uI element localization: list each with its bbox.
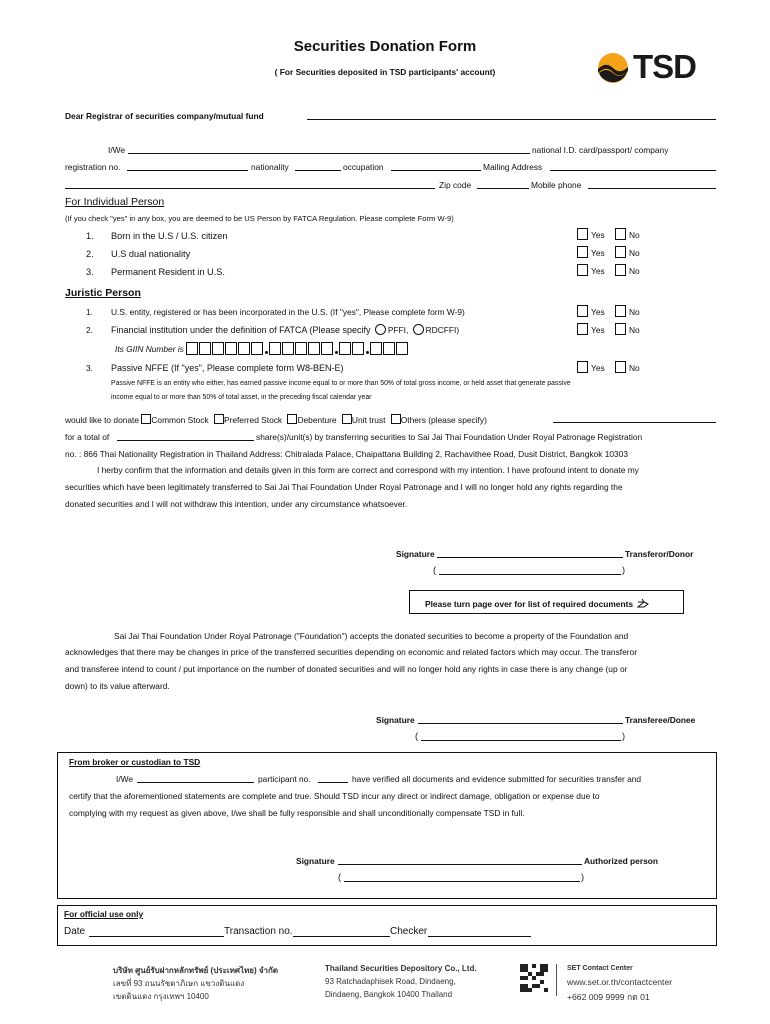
broker-line-3: complying with my request as given above, I/we shall be fully responsible and shall unconditionally compensate TSD in full. [69, 808, 525, 818]
giin-box[interactable] [295, 342, 307, 355]
logo-text: TSD [633, 48, 696, 85]
others-specify-field[interactable] [553, 413, 716, 423]
giin-box[interactable] [186, 342, 198, 355]
transferee-role: Transferee/Donee [625, 715, 696, 725]
juristic-item-1-num: 1. [86, 307, 93, 317]
registrar-name-field[interactable] [307, 110, 716, 120]
giin-box[interactable] [238, 342, 250, 355]
zip-code-label: Zip code [439, 180, 472, 190]
tsd-logo [596, 50, 708, 86]
juristic-item-1-text: U.S. entity, registered or has been incorporated in the U.S. (If "yes", Please complete form W-9) [111, 307, 465, 317]
individual-item-3-text: Permanent Resident in U.S. [111, 267, 225, 277]
broker-name-field-2[interactable] [344, 872, 580, 882]
form-subtitle: ( For Securities deposited in TSD participants' account) [274, 67, 496, 77]
yes-no-row: Yes No [577, 305, 640, 317]
juristic-item-3-num: 3. [86, 363, 93, 373]
transferor-name-open: ( [433, 565, 437, 575]
yes-checkbox[interactable] [577, 361, 588, 373]
giin-box[interactable] [282, 342, 294, 355]
transferor-name-field[interactable] [439, 565, 621, 575]
zip-code-field[interactable] [477, 179, 529, 189]
national-id-label: national I.D. card/passport/ company [532, 145, 669, 155]
mobile-phone-label: Mobile phone [531, 180, 582, 190]
giin-box[interactable] [321, 342, 333, 355]
giin-box[interactable] [212, 342, 224, 355]
transferor-name-close: ) [622, 565, 626, 575]
broker-heading: From broker or custodian to TSD [69, 757, 201, 767]
rdcffi-radio[interactable] [413, 324, 424, 335]
juristic-item-2-num: 2. [86, 325, 93, 335]
no-checkbox[interactable] [615, 246, 626, 258]
pffi-radio[interactable] [375, 324, 386, 335]
others-checkbox[interactable] [391, 414, 401, 424]
yes-checkbox[interactable] [577, 323, 588, 335]
checker-field[interactable] [428, 926, 531, 937]
registration-no-field[interactable] [127, 161, 248, 171]
transferor-signature-field[interactable] [437, 548, 623, 558]
giin-box[interactable] [269, 342, 281, 355]
turn-page-text: Please turn page over for list of required documents [425, 598, 649, 609]
registration-no-label: registration no. [65, 162, 121, 172]
giin-box[interactable] [308, 342, 320, 355]
footer-en-address-2: Dindaeng, Bangkok 10400 Thailand [325, 990, 453, 999]
transferee-signature-field[interactable] [418, 714, 623, 724]
giin-box[interactable] [225, 342, 237, 355]
giin-box[interactable] [352, 342, 364, 355]
individual-item-1: 1. [86, 231, 94, 241]
giin-box[interactable] [199, 342, 211, 355]
no-checkbox[interactable] [615, 361, 626, 373]
no-checkbox[interactable] [615, 305, 626, 317]
footer-thai-address-1: เลขที่ 93 ถนนรัชดาภิเษก แขวงดินแดง [113, 979, 245, 988]
address-field-2[interactable] [65, 179, 435, 189]
broker-signature-field[interactable] [338, 855, 582, 865]
qr-code-icon [520, 964, 548, 992]
broker-signature-label: Signature [296, 856, 335, 866]
footer-thai-company: บริษัท ศูนย์รับฝากหลักทรัพย์ (ประเทศไทย) จำกัด [113, 966, 279, 975]
official-date-field[interactable] [89, 926, 224, 937]
total-of-label: for a total of [65, 432, 110, 442]
broker-iwe-label: I/We [116, 774, 134, 784]
mobile-phone-field[interactable] [588, 179, 716, 189]
nffe-note-2: income equal to or more than 50% of total asset, in the preceding fiscal calendar year [111, 394, 372, 401]
transferee-name-field[interactable] [421, 731, 621, 741]
individual-item-1-text: Born in the U.S / U.S. citizen [111, 231, 228, 241]
yes-checkbox[interactable] [577, 246, 588, 258]
juristic-item-2-text: Financial institution under the definition of FATCA (Please specify PFFI, RDCFFI) [111, 325, 460, 335]
yes-checkbox[interactable] [577, 305, 588, 317]
individual-item-3: 3. [86, 267, 94, 277]
registration-line: no. : 866 Thai Nationality Registration in Thailand Address: Chitralada Palace, Chaipattana Building 2, Rachavithee Road, Dusit District, Bangkok 10303 [65, 449, 629, 459]
yes-no-row: Yes No [577, 361, 640, 373]
juristic-heading: Juristic Person [65, 287, 141, 299]
yes-no-row: Yes No [577, 228, 640, 240]
pointing-hand-icon [637, 598, 649, 609]
occupation-label: occupation [343, 162, 384, 172]
total-shares-field[interactable] [117, 431, 254, 441]
donate-row: would like to donate Common Stock Preferred Stock Debenture Unit trust Others (please specify) [65, 415, 487, 425]
participant-no-field[interactable] [318, 773, 348, 783]
nationality-field[interactable] [295, 161, 341, 171]
foundation-line-2: acknowledges that there may be changes in price of the transferred securities depending on economic and related factors which may occur. The transferor [65, 647, 637, 657]
footer-thai-address-2: เขตดินแดง กรุงเทพฯ 10400 [113, 992, 209, 1001]
giin-box[interactable] [370, 342, 382, 355]
individual-item-2: 2. [86, 249, 94, 259]
transferor-signature-label: Signature [396, 549, 435, 559]
transferor-role: Transferor/Donor [625, 549, 694, 559]
nationality-label: nationality [251, 162, 289, 172]
confirm-line-3: donated securities and I will not withdraw this intention, under any circumstance whatsoever. [65, 499, 408, 509]
yes-no-row: Yes No [577, 323, 640, 335]
transaction-no-field[interactable] [293, 926, 390, 937]
transferee-name-open: ( [415, 731, 419, 741]
broker-name-close: ) [581, 872, 585, 882]
foundation-line-4: down) to its value afterward. [65, 681, 170, 691]
contact-center-phone: +662 009 9999 กด 01 [567, 992, 650, 1002]
confirm-line-1: I herby confirm that the information and details given in this form are correct and correspond with my intention. I have profound intent to donate my [97, 465, 639, 475]
giin-box[interactable] [396, 342, 408, 355]
juristic-item-3-text: Passive NFFE (If "yes", Please complete form W8-BEN-E) [111, 363, 344, 373]
official-heading: For official use only [64, 909, 144, 919]
no-checkbox[interactable] [615, 228, 626, 240]
giin-box[interactable] [251, 342, 263, 355]
individual-item-2-text: U.S dual nationality [111, 249, 191, 259]
tsd-logo-mark-icon [596, 51, 630, 85]
common-stock-checkbox[interactable] [141, 414, 151, 424]
confirm-line-2: securities which have been legitimately transferred to Sai Jai Thai Foundation Under Royal Patronage and I will no longer hold any rights regarding the [65, 482, 623, 492]
official-date-label: Date [64, 926, 86, 937]
broker-line-2: certify that the aforementioned statements are complete and true. Should TSD incur any direct or indirect damage, obligation or expense due to [69, 791, 600, 801]
unit-trust-checkbox[interactable] [342, 414, 352, 424]
foundation-line-3: and transferee intend to count / put importance on the number of donated securities and will no longer hold any rights in case there is any change (up or [65, 664, 628, 674]
participant-no-label: participant no. [258, 774, 311, 784]
individual-note: (If you check "yes" in any box, you are deemed to be US Person by FATCA Regulation. Please complete Form W-9) [65, 214, 454, 223]
yes-no-row: Yes No [577, 264, 640, 276]
contact-center-title: SET Contact Center [567, 965, 633, 972]
debenture-checkbox[interactable] [287, 414, 297, 424]
no-checkbox[interactable] [615, 323, 626, 335]
transferee-signature-label: Signature [376, 715, 415, 725]
broker-name-field[interactable] [137, 773, 254, 783]
transaction-no-label: Transaction no. [224, 926, 293, 937]
mailing-address-label: Mailing Address [483, 162, 543, 172]
checker-label: Checker [390, 926, 428, 937]
yes-no-row: Yes No [577, 246, 640, 258]
transferee-name-close: ) [622, 731, 626, 741]
iwe-label: I/We [108, 145, 126, 155]
giin-box[interactable] [383, 342, 395, 355]
name-field[interactable] [128, 144, 530, 154]
footer-divider [556, 964, 557, 996]
contact-center-url[interactable]: www.set.or.th/contactcenter [567, 977, 673, 987]
yes-checkbox[interactable] [577, 228, 588, 240]
broker-role: Authorized person [584, 856, 658, 866]
footer-en-address-1: 93 Ratchadaphisek Road, Dindaeng, [325, 977, 456, 986]
shares-text: share(s)/unit(s) by transferring securities to Sai Jai Thai Foundation Under Royal Patronage Registration [256, 432, 643, 442]
giin-row: Its GIIN Number is [115, 342, 409, 355]
nffe-note-1: Passive NFFE is an entity who either, has earned passive income equal to or more than 50% of total gross income, or held asset that generate passive [111, 380, 571, 387]
footer-en-company: Thailand Securities Depository Co., Ltd. [325, 964, 477, 973]
no-checkbox[interactable] [615, 264, 626, 276]
foundation-line-1: Sai Jai Thai Foundation Under Royal Patronage ("Foundation") accepts the donated securities to become a property of the Foundation and [114, 631, 629, 641]
individual-heading: For Individual Person [65, 196, 165, 208]
dear-registrar-label: Dear Registrar of securities company/mutual fund [65, 111, 264, 121]
broker-name-open: ( [338, 872, 342, 882]
occupation-field[interactable] [391, 161, 481, 171]
preferred-stock-checkbox[interactable] [214, 414, 224, 424]
broker-line-1-rest: have verified all documents and evidence submitted for securities transfer and [352, 774, 642, 784]
form-title: Securities Donation Form [293, 38, 477, 55]
mailing-address-field[interactable] [550, 161, 716, 171]
yes-checkbox[interactable] [577, 264, 588, 276]
giin-box[interactable] [339, 342, 351, 355]
